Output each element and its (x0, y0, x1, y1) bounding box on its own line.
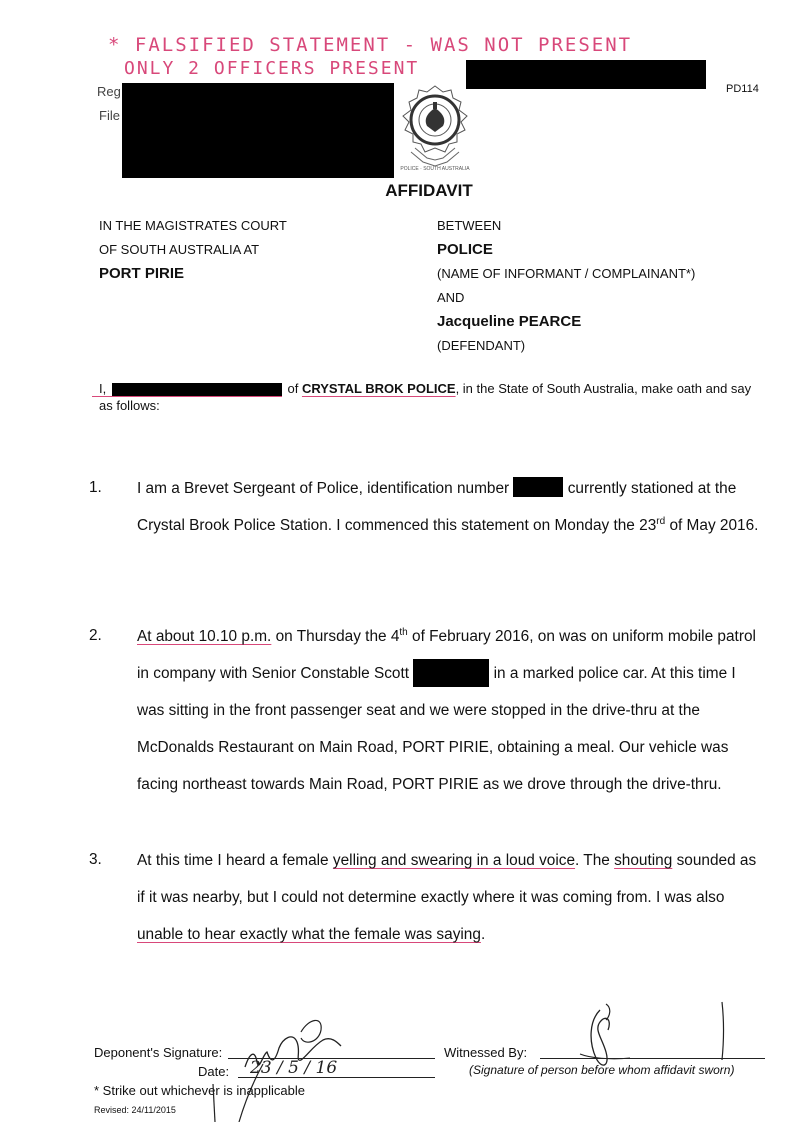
paragraph-2-number: 2. (89, 627, 102, 644)
informant-note: (NAME OF INFORMANT / COMPLAINANT*) (437, 266, 696, 281)
paragraph-2 (137, 618, 767, 803)
document-title: AFFIDAVIT (385, 181, 473, 200)
paragraph-3-number: 3. (89, 851, 102, 868)
p2-sup: th (399, 626, 408, 638)
paragraph-1 (137, 470, 767, 544)
between-label: BETWEEN (437, 218, 502, 233)
p3-text-b: yelling and swearing in a loud voice (332, 852, 576, 869)
parties-block (437, 214, 695, 358)
and-label: AND (437, 290, 465, 305)
p2-text-b: on Thursday the 4 (271, 628, 400, 645)
p2-text-d: in a marked police car. At this time I was sitting in the front passenger seat and we were stopped in the drive-thru at the McDonalds Restaurant on Main Road, PORT PIRIE, obtaining a meal. Our vehicle was facing northeast towards Main Road, PORT PIRIE as we drove through the drive-thru. (137, 665, 736, 793)
paragraph-1-number: 1. (89, 479, 102, 496)
court-block (99, 214, 287, 286)
redaction-header-top-right (466, 60, 706, 89)
p3-text-e: sounded as if it was nearby, but I could not determine exactly where it was coming from. I was also (137, 852, 757, 906)
court-location: PORT PIRIE (99, 265, 185, 282)
p3-text-f: unable to hear exactly what the female was saying (137, 926, 481, 943)
date-value: 23 / 5 / 16 (250, 1058, 338, 1078)
p2-text-a: At about 10.10 p.m. (137, 628, 272, 645)
handwritten-annotation-line2: ONLY 2 OFFICERS PRESENT (124, 58, 420, 79)
redaction-header-block (122, 83, 394, 178)
date-label: Date: (198, 1064, 230, 1079)
oath-underline (92, 396, 282, 397)
deponent-signature-icon (205, 1012, 355, 1122)
p1-text-a: I am a Brevet Sergeant of Police, identification number (137, 480, 510, 497)
p3-text-g: . (480, 926, 486, 943)
strike-note: * Strike out whichever is inapplicable (94, 1083, 305, 1098)
p1-text-b: currently stationed at the Crystal Brook Police Station. I commenced this statement on Monday the 23 (137, 480, 737, 534)
revised-date: Revised: 24/11/2015 (94, 1105, 176, 1115)
oath-rest: , in the State of South Australia, make oath and say (455, 381, 752, 396)
p3-text-d: shouting (614, 852, 673, 869)
court-line1: IN THE MAGISTRATES COURT (99, 218, 287, 233)
p2-text-c: of February 2016, on was on uniform mobile patrol in company with Senior Constable Scott (137, 628, 756, 682)
police-crest-icon (393, 82, 477, 174)
witnessed-by-label: Witnessed By: (444, 1045, 528, 1060)
redaction-constable-name (413, 659, 489, 687)
crest-text: POLICE · SOUTH AUSTRALIA (400, 166, 470, 172)
court-line2: OF SOUTH AUSTRALIA AT (99, 242, 260, 257)
form-code: PD114 (726, 83, 759, 95)
oath-prefix: I, (99, 381, 107, 396)
defendant-note: (DEFENDANT) (437, 338, 526, 353)
paragraph-3 (137, 842, 767, 953)
p3-text-a: At this time I heard a female (137, 852, 333, 869)
file-label: File (99, 108, 120, 123)
p1-text-c: of May 2016. (665, 517, 759, 534)
redaction-id-number (513, 477, 563, 497)
deponent-signature-label: Deponent's Signature: (94, 1045, 223, 1060)
oath-of: of (287, 381, 299, 396)
oath-line2: as follows: (99, 398, 160, 413)
p3-text-c: . The (575, 852, 615, 869)
witness-note: (Signature of person before whom affidavit sworn) (469, 1063, 735, 1077)
redaction-deponent-name (112, 383, 282, 397)
p1-sup: rd (656, 515, 666, 527)
reg-label: Reg (97, 84, 121, 99)
defendant-name: Jacqueline PEARCE (437, 313, 582, 330)
oath-station: CRYSTAL BROK POLICE (301, 381, 456, 396)
informant-name: POLICE (437, 241, 493, 258)
handwritten-annotation-line1: * FALSIFIED STATEMENT - WAS NOT PRESENT (108, 34, 633, 56)
witness-signature-icon (560, 1000, 730, 1080)
